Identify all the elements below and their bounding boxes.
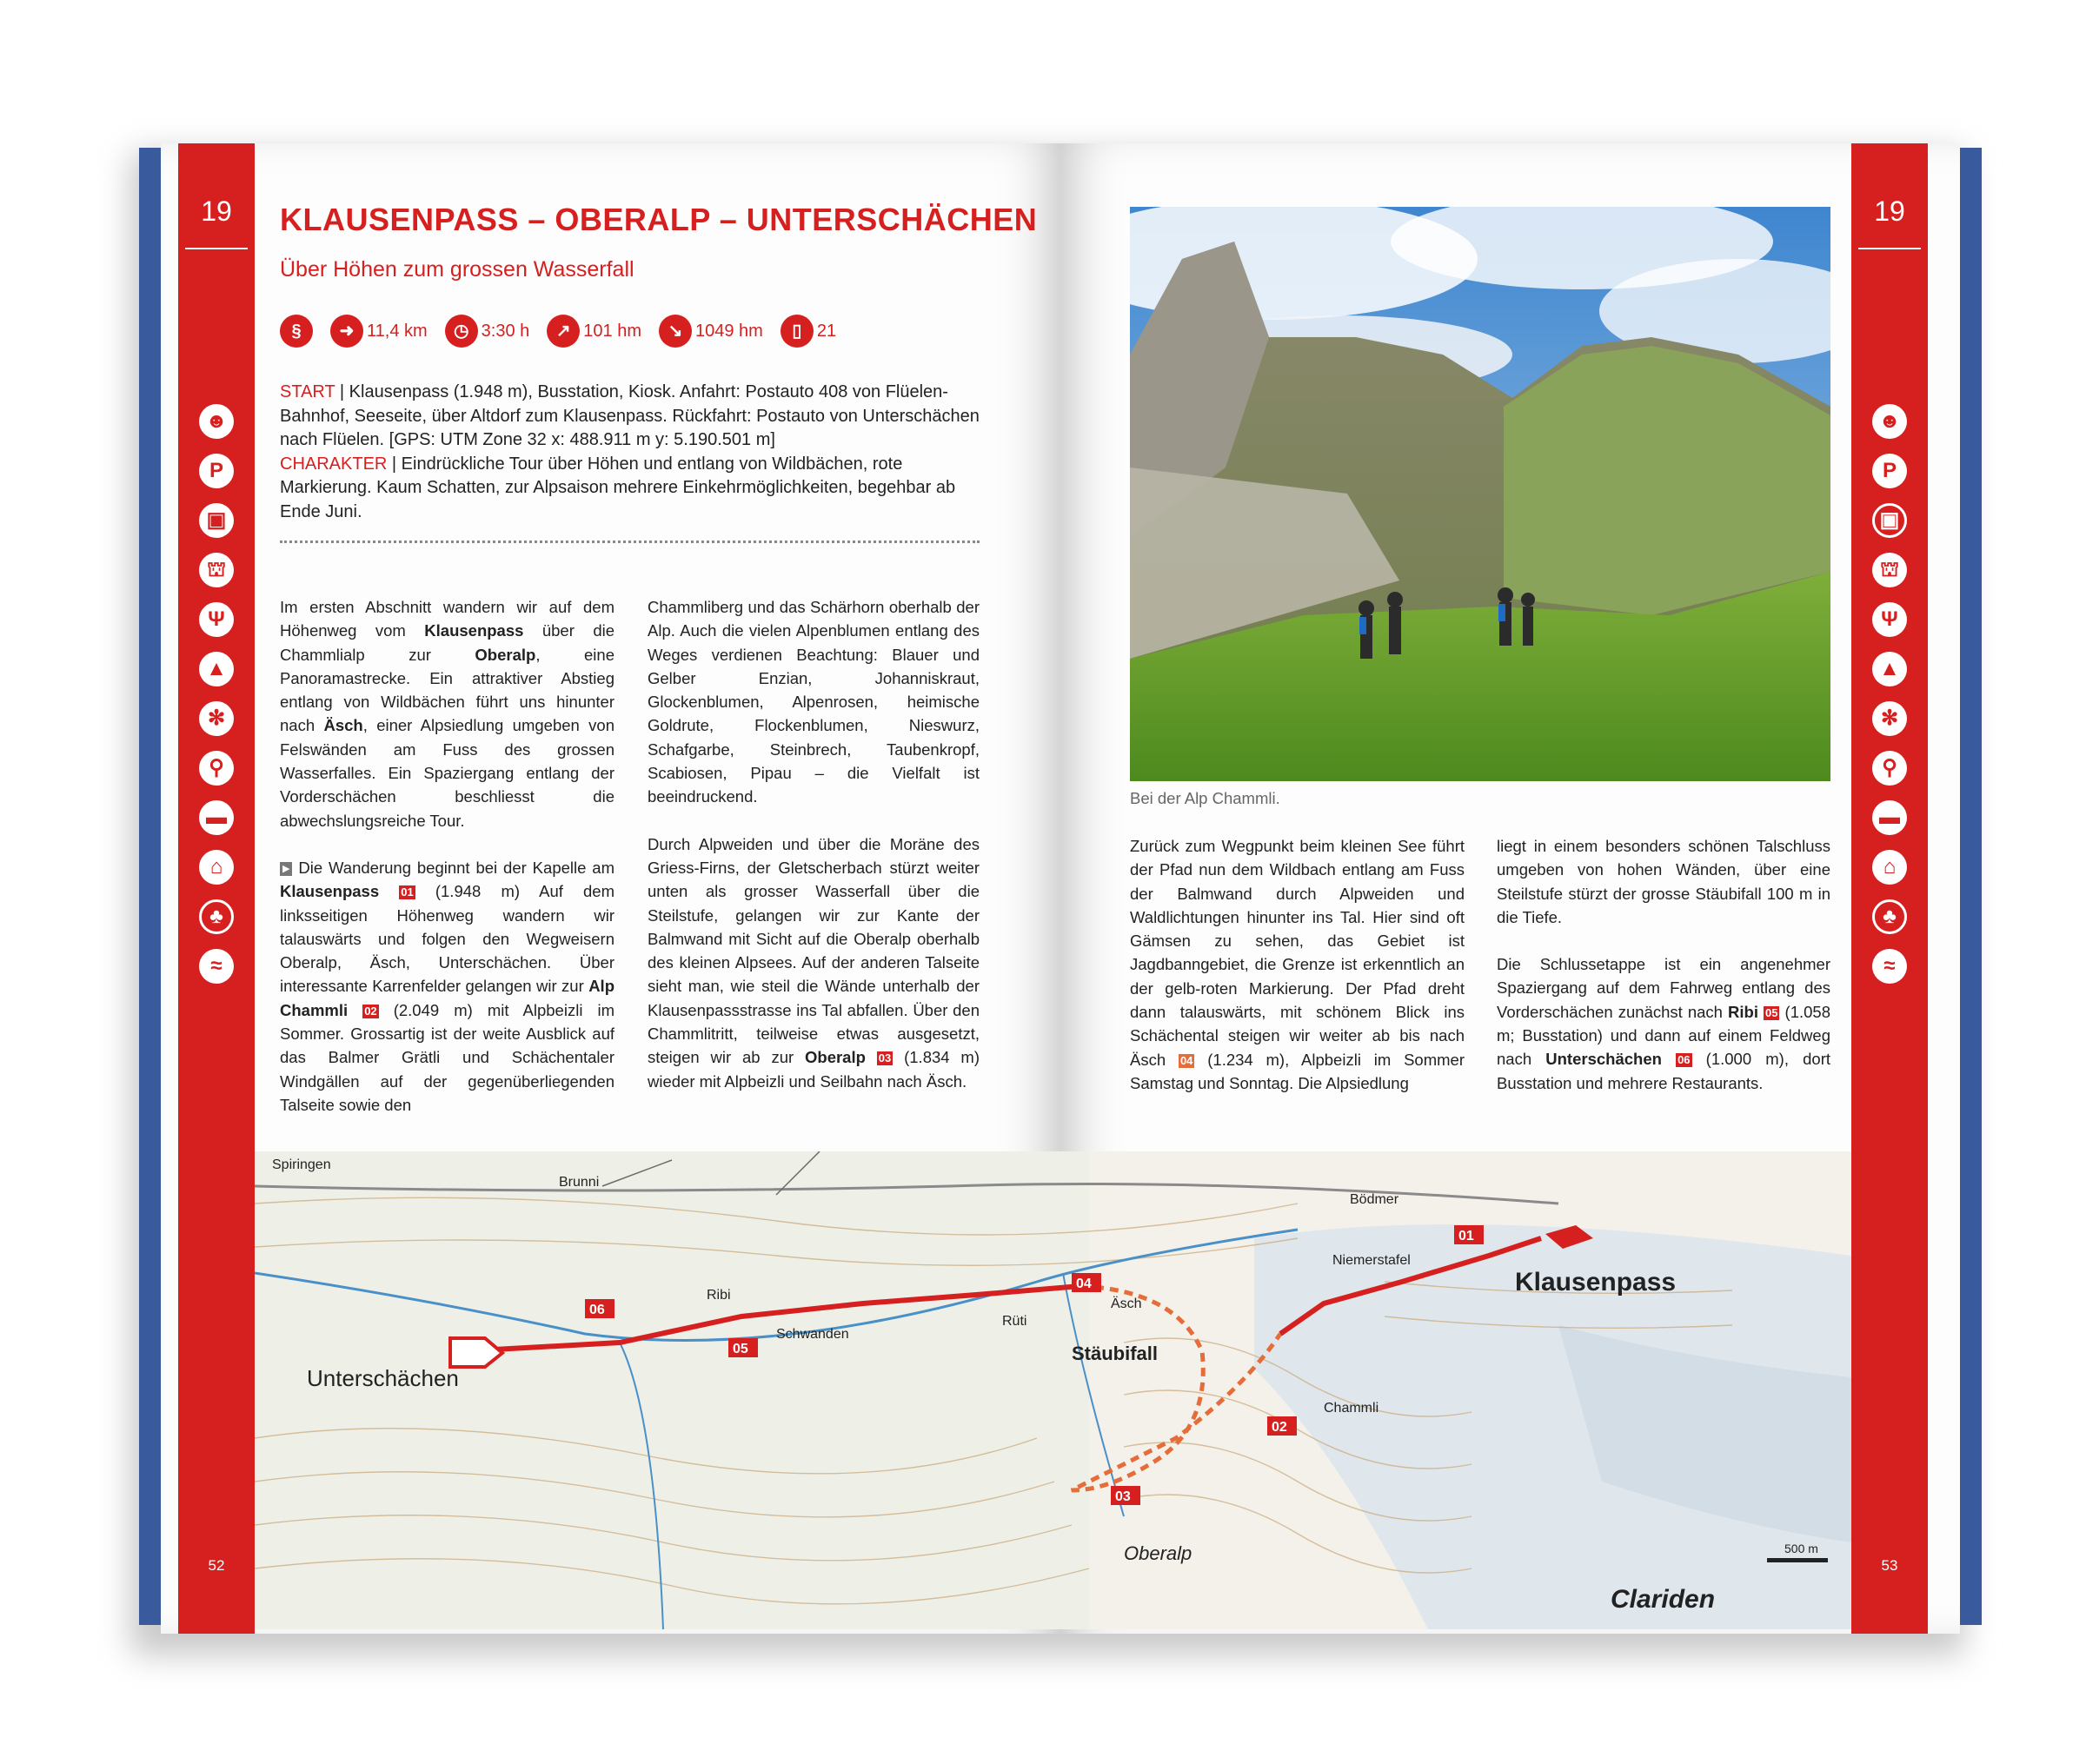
restaurant-icon: Ψ (199, 602, 234, 637)
photo-alp-chammli (1130, 207, 1830, 781)
parking-icon: P (199, 454, 234, 488)
photo-caption: Bei der Alp Chammli. (1130, 789, 1280, 807)
svg-text:05: 05 (733, 1342, 748, 1356)
text-column-3: Zurück zum Wegpunkt beim kleinen See führt der Pfad nun dem Wildbach entlang am Fuss der Balmwand durch Alpweiden und Waldlichtungen hinunter ins Tal. Hier sind oft Gämsen zu sehen, das Gebiet ist Jagdbanngebiet, die Grenze ist erkenntlich an der gelb-roten Markierung. Der Pfad dreht dann talauswärts, mit schönem Blick ins Schächental steigen wir weiter ab bis nach Äsch 04 (1.234 m), Alpbeizli im Sommer Samstag und Sonntag. Die Alpsiedlung (1130, 837, 1465, 1092)
map-scale: 500 m (1784, 1542, 1818, 1555)
tree-icon: ♣ (1872, 899, 1907, 934)
tour-number: 19 (1874, 196, 1905, 227)
bike-icon: ⚲ (1872, 751, 1907, 786)
map-label-unterschaechen: Unterschächen (307, 1365, 459, 1391)
map-label-rueti: Rüti (1002, 1314, 1027, 1329)
snow-icon: ✻ (199, 701, 234, 736)
svg-text:01: 01 (1458, 1229, 1474, 1243)
train-icon: ▬ (1872, 800, 1907, 835)
stat-duration: 3:30 h (481, 321, 530, 341)
descent-icon: ↘ (659, 315, 692, 348)
stat-distance: 11,4 km (367, 321, 428, 341)
svg-text:04: 04 (1076, 1277, 1092, 1291)
stat-page-ref: 21 (816, 321, 837, 341)
tree-icon: ♣ (199, 899, 234, 934)
tour-info (280, 381, 980, 524)
map-label-chammli: Chammli (1324, 1401, 1379, 1416)
left-sidebar (178, 143, 255, 1634)
charakter-text: | Eindrückliche Tour über Höhen und entlang von Wildbächen, rote Markierung. Kaum Schatten, zur Alpsaison mehrere Einkehrmöglichkeiten, begehbar ab Ende Juni. (280, 454, 956, 521)
svg-text:02: 02 (1272, 1420, 1287, 1435)
map-label-clariden: Clariden (1611, 1585, 1716, 1614)
landscape-photo (1130, 207, 1830, 781)
text-column-1: Im ersten Abschnitt wandern wir auf dem Höhenweg vom Klausenpass über die Chammlialp zur Oberalp, eine Panoramastrecke. Ein attraktiver Abstieg entlang von Wildbächen führt uns hinunter nach Äsch, einer Alpsiedlung umgeben von Felswänden am Fuss des grossen Wasserfalles. Ein Spaziergang entlang der Vorderschächen beschliesst die abwechslungsreiche Tour. ▶ Die Wanderung beginnt bei der Kapelle am Klausenpass 01 (1.948 m) Auf dem linksseitigen Höhenweg wandern wir talauswärts und folgen den Wegweisern Oberalp, Äsch, Unterschächen. Über interessante Karrenfelder gelangen wir zur Alp Chammli 02 (2.049 m) mit Alpbeizli im Sommer. Grossartig ist der weite Ausblick auf das Balmer Grätli und Schächentaler Windgällen auf der gegenüberliegenden Talseite sowie den (280, 598, 615, 1114)
clock-icon: ◷ (445, 315, 478, 348)
dotted-divider (280, 540, 980, 543)
charakter-label: CHARAKTER (280, 454, 388, 474)
text-column-4: liegt in einem besonders schönen Talschluss umgeben von hohen Wänden, über eine Steilstufe stürzt der grosse Stäubifall 100 m in die Tiefe. Die Schlussetappe ist ein angenehmer Spaziergang auf dem Fahrweg entlang des Vorderschächen zunächst nach Ribi 05 (1.058 m; Busstation) und dann auf einem Feldweg nach Unterschächen 06 (1.000 m), dort Busstation und mehrere Restaurants. (1497, 837, 1830, 1092)
topographic-map (255, 1151, 1851, 1629)
museum-icon: ⌂ (1872, 850, 1907, 885)
map-label-niemerstafel: Niemerstafel (1332, 1253, 1411, 1268)
cable-car-icon: ⛫ (1872, 553, 1907, 587)
cable-car-icon: ⛫ (199, 553, 234, 587)
museum-icon: ⌂ (199, 850, 234, 885)
map-page-icon: ▯ (781, 315, 814, 348)
tour-title: KLAUSENPASS – OBERALP – UNTERSCHÄCHEN (280, 202, 1038, 237)
map-label-boedmer: Bödmer (1350, 1192, 1399, 1207)
right-sidebar (1851, 143, 1928, 1634)
distance-icon: ➜ (330, 315, 363, 348)
bear-icon: ☻ (1872, 404, 1907, 439)
route-map (255, 1151, 1851, 1629)
bear-icon: ☻ (199, 404, 234, 439)
map-label-staeubifall: Stäubifall (1072, 1343, 1159, 1364)
start-text: | Klausenpass (1.948 m), Busstation, Kiosk. Anfahrt: Postauto 408 von Flüelen-Bahnhof, Seeseite, über Altdorf zum Klausenpass. Rückfahrt: Postauto von Unterschächen nach Flüelen. [GPS: UTM Zone 32 x: 488.911 m y: 5.190.501 m] (280, 382, 980, 449)
bike-icon: ⚲ (199, 751, 234, 786)
stat-descent: 1049 hm (695, 321, 763, 341)
train-icon: ▬ (199, 800, 234, 835)
swim-icon: ≈ (1872, 949, 1907, 984)
swim-icon: ≈ (199, 949, 234, 984)
page-number-left: 52 (208, 1557, 225, 1574)
text-column-2: Chammliberg und das Schärhorn oberhalb der Alp. Auch die vielen Alpenblumen entlang des Weges verdienen Beachtung: Blauer und Gelber Enzian, Johanniskraut, Glockenblumen, Alpenrosen, heimische Goldrute, Flockenblumen, Nieswurz, Schafgarbe, Steinbrech, Taubenkropf, Scabiosen, Pipau – die Vielfalt ist beeindruckend. Durch Alpweiden und über die Moräne des Griess-Firns, der Gletscherbach stürzt weiter unten als grosser Wasserfall über die Steilstufe, gelangen wir zur Kante der Balmwand mit Sicht auf die Oberalp oberhalb des kleinen Alpsees. Auf der anderen Talseite sieht man, wie steil die Wände unterhalb der Klausenpassstrasse ins Tal abfallen. Über den Chammlitritt, teilweise etwas ausgesetzt, steigen wir ab zur Oberalp 03 (1.834 m) wieder mit Alpbeizli und Seilbahn nach Äsch. (648, 598, 980, 1091)
divider (185, 248, 248, 249)
bus-icon: ▣ (1872, 503, 1907, 538)
difficulty-icon: § (280, 315, 313, 348)
page-number-right: 53 (1881, 1557, 1898, 1574)
map-label-ribi: Ribi (707, 1288, 731, 1303)
parking-icon: P (1872, 454, 1907, 488)
map-label-aesch: Äsch (1111, 1296, 1142, 1311)
svg-text:06: 06 (589, 1303, 605, 1317)
restaurant-icon: Ψ (1872, 602, 1907, 637)
snow-icon: ✻ (1872, 701, 1907, 736)
hut-icon: ▲ (1872, 652, 1907, 686)
tour-subtitle: Über Höhen zum grossen Wasserfall (280, 257, 634, 282)
tour-number: 19 (201, 196, 232, 227)
stat-ascent: 101 hm (583, 321, 641, 341)
play-icon: ▶ (280, 862, 292, 876)
divider (1858, 248, 1921, 249)
map-label-spiringen: Spiringen (272, 1157, 331, 1172)
map-label-oberalp: Oberalp (1124, 1542, 1192, 1564)
ascent-icon: ↗ (547, 315, 580, 348)
map-label-klausenpass: Klausenpass (1515, 1268, 1677, 1296)
hut-icon: ▲ (199, 652, 234, 686)
svg-text:03: 03 (1115, 1489, 1131, 1504)
start-label: START (280, 382, 335, 401)
tour-stats (280, 315, 845, 348)
bus-icon: ▣ (199, 503, 234, 538)
map-label-schwanden: Schwanden (776, 1327, 849, 1342)
map-label-brunni: Brunni (559, 1175, 600, 1190)
